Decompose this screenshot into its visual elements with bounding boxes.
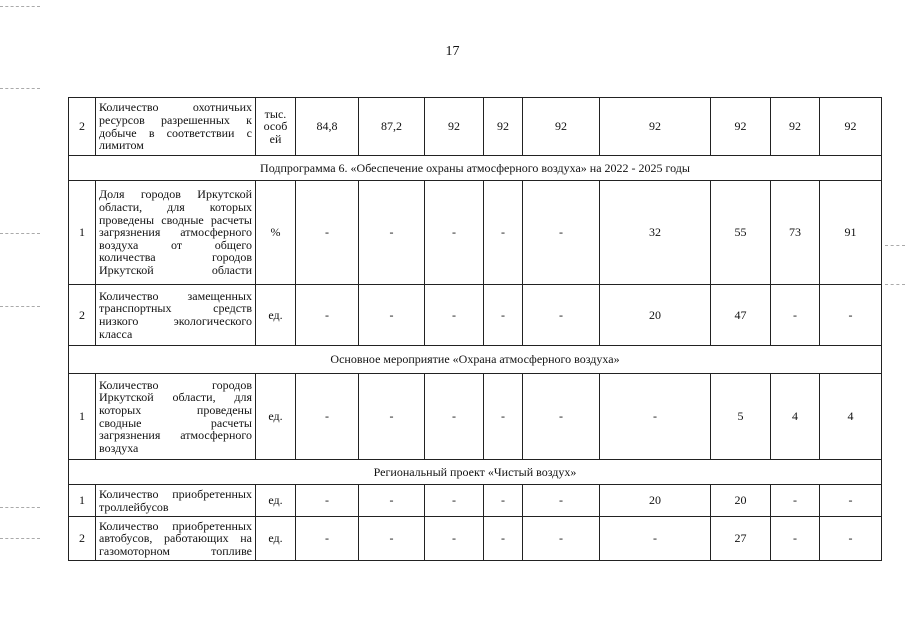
value-cell: 5 [711, 374, 771, 460]
unit-of-measure: ед. [256, 285, 296, 346]
unit-of-measure: % [256, 181, 296, 285]
scan-edge-mark [0, 306, 40, 307]
value-cell: 20 [600, 285, 711, 346]
value-cell: - [425, 517, 484, 561]
value-cell: - [425, 485, 484, 517]
row-number: 2 [69, 285, 96, 346]
value-cell: - [425, 181, 484, 285]
row-number: 1 [69, 374, 96, 460]
value-cell: 47 [711, 285, 771, 346]
scan-edge-mark [0, 507, 40, 508]
page-number: 17 [445, 44, 460, 59]
indicator-name: Количество приобретенных автобусов, работающих на газомоторном топливе [96, 517, 256, 561]
value-cell: - [484, 285, 523, 346]
section-title: Региональный проект «Чистый воздух» [69, 460, 882, 485]
value-cell: 4 [820, 374, 882, 460]
value-cell: - [425, 374, 484, 460]
row-number: 1 [69, 485, 96, 517]
table-row [69, 485, 882, 517]
indicator-name: Количество приобретенных троллейбусов [96, 485, 256, 517]
value-cell: - [484, 485, 523, 517]
value-cell: - [359, 517, 425, 561]
scan-edge-mark [885, 284, 905, 285]
value-cell: - [296, 517, 359, 561]
value-cell: - [359, 181, 425, 285]
scan-edge-mark [885, 245, 905, 246]
indicator-name: Доля городов Иркутской области, для которых проведены сводные расчеты загрязнения атмосферного воздуха от общего количества городов Иркутской области [96, 181, 256, 285]
value-cell: 92 [425, 98, 484, 156]
scan-edge-mark [0, 6, 40, 7]
value-cell: - [484, 181, 523, 285]
value-cell: - [600, 517, 711, 561]
value-cell: - [359, 485, 425, 517]
indicator-name: Количество замещенных транспортных средств низкого экологического класса [96, 285, 256, 346]
value-cell: - [296, 374, 359, 460]
value-cell: - [820, 285, 882, 346]
value-cell: 73 [771, 181, 820, 285]
row-number: 2 [69, 98, 96, 156]
value-cell: - [484, 517, 523, 561]
unit-of-measure: тыс. особ ей [256, 98, 296, 156]
value-cell: 92 [820, 98, 882, 156]
value-cell: - [771, 485, 820, 517]
value-cell: - [771, 285, 820, 346]
value-cell: 27 [711, 517, 771, 561]
value-cell: 91 [820, 181, 882, 285]
value-cell: 92 [523, 98, 600, 156]
value-cell: - [484, 374, 523, 460]
section-row [69, 156, 882, 181]
unit-of-measure: ед. [256, 517, 296, 561]
scan-edge-mark [0, 233, 40, 234]
value-cell: - [523, 181, 600, 285]
scan-edge-mark [0, 538, 40, 539]
section-row [69, 346, 882, 374]
section-title: Подпрограмма 6. «Обеспечение охраны атмосферного воздуха» на 2022 - 2025 годы [69, 156, 882, 181]
value-cell: - [523, 485, 600, 517]
table-body [69, 98, 882, 561]
row-number: 2 [69, 517, 96, 561]
value-cell: - [296, 485, 359, 517]
section-title: Основное мероприятие «Охрана атмосферного воздуха» [69, 346, 882, 374]
value-cell: - [523, 517, 600, 561]
value-cell: - [359, 374, 425, 460]
value-cell: 92 [771, 98, 820, 156]
unit-of-measure: ед. [256, 485, 296, 517]
value-cell: 32 [600, 181, 711, 285]
value-cell: - [771, 517, 820, 561]
value-cell: - [359, 285, 425, 346]
section-row [69, 460, 882, 485]
value-cell: 92 [711, 98, 771, 156]
indicators-table [68, 97, 882, 561]
scan-edge-mark [0, 88, 40, 89]
table-row [69, 181, 882, 285]
value-cell: - [523, 374, 600, 460]
row-number: 1 [69, 181, 96, 285]
value-cell: - [296, 181, 359, 285]
value-cell: 55 [711, 181, 771, 285]
value-cell: - [523, 285, 600, 346]
indicator-name: Количество охотничьих ресурсов разрешенных к добыче в соответствии с лимитом [96, 98, 256, 156]
table-row [69, 517, 882, 561]
value-cell: - [296, 285, 359, 346]
value-cell: 92 [484, 98, 523, 156]
value-cell: 20 [600, 485, 711, 517]
value-cell: 84,8 [296, 98, 359, 156]
table-row [69, 374, 882, 460]
table-row [69, 98, 882, 156]
value-cell: 20 [711, 485, 771, 517]
value-cell: 4 [771, 374, 820, 460]
value-cell: 87,2 [359, 98, 425, 156]
indicator-name: Количество городов Иркутской области, для которых проведены сводные расчеты загрязнения атмосферного воздуха [96, 374, 256, 460]
value-cell: - [425, 285, 484, 346]
value-cell: - [820, 485, 882, 517]
value-cell: 92 [600, 98, 711, 156]
value-cell: - [600, 374, 711, 460]
table-row [69, 285, 882, 346]
unit-of-measure: ед. [256, 374, 296, 460]
value-cell: - [820, 517, 882, 561]
